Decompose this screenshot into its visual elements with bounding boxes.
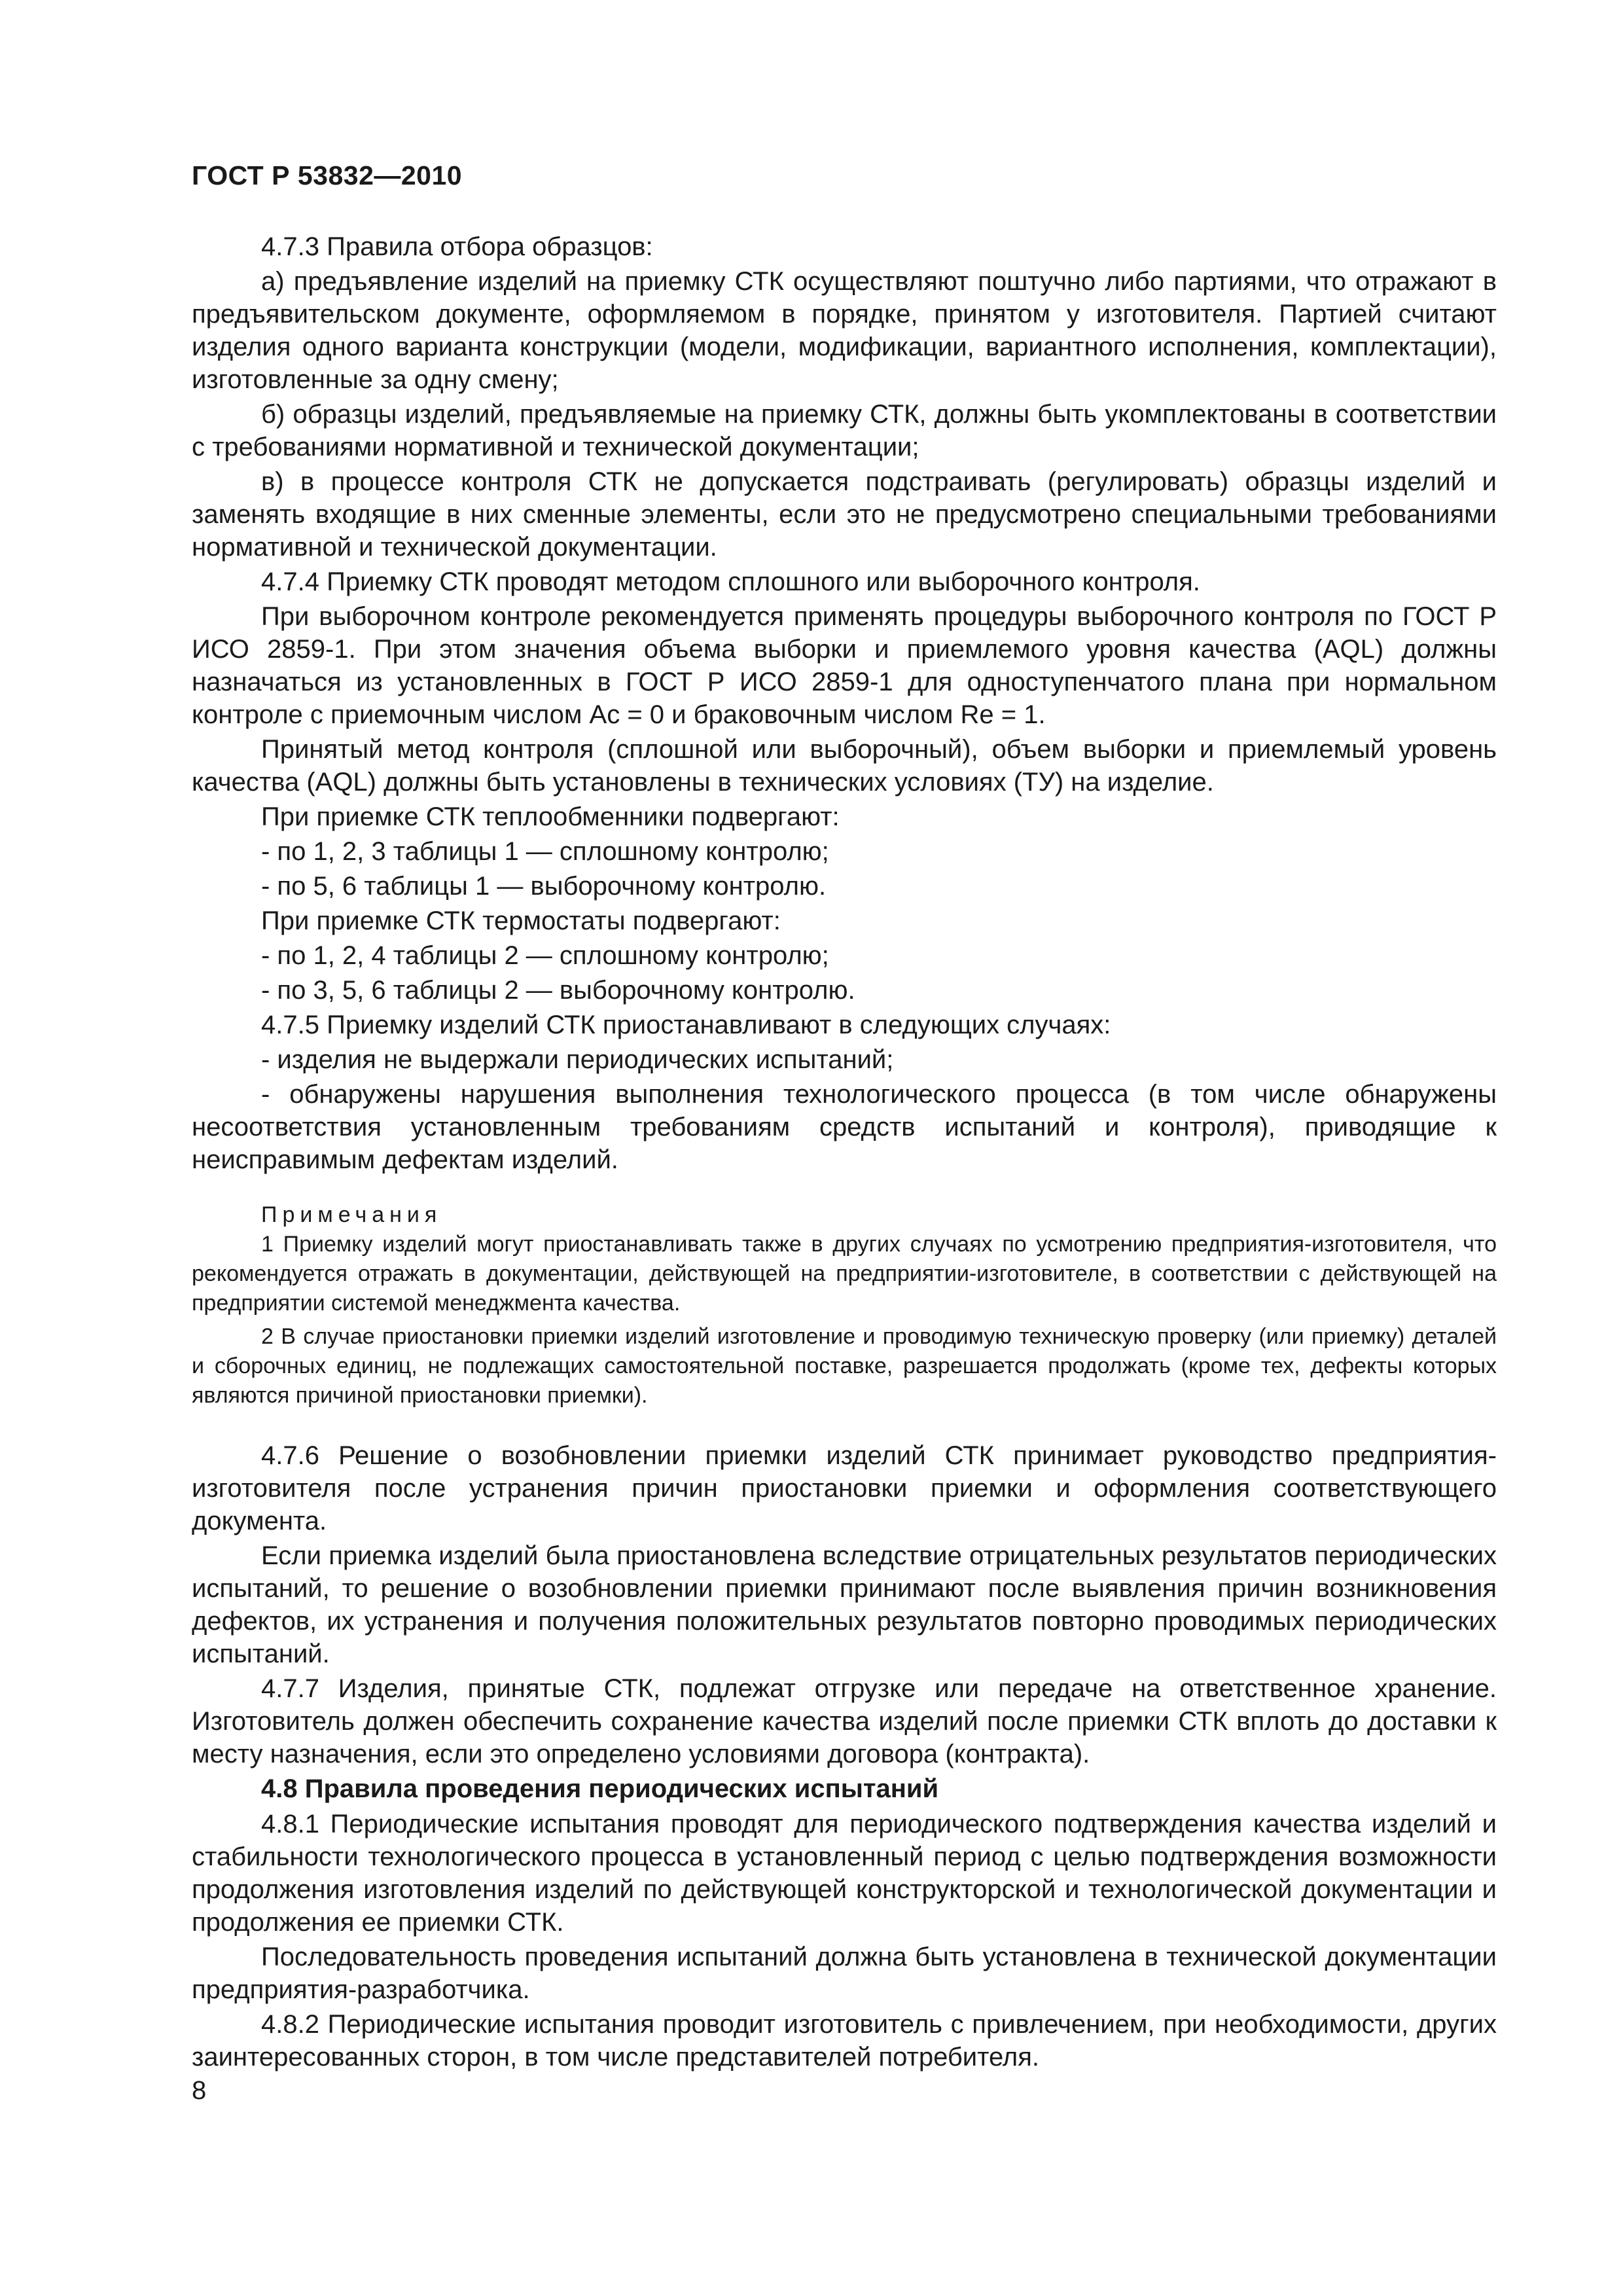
suspension-case-list-item: - изделия не выдержали периодических испытаний; [261, 1045, 894, 1074]
heat-exchangers-list-item: - по 5, 6 таблицы 1 — выборочному контролю. [261, 872, 827, 901]
notes-block [192, 1201, 1497, 1410]
clause-4-7-5-title: 4.7.5 Приемку изделий СТК приостанавливают в следующих случаях: [261, 1011, 1111, 1039]
clause-4-7-6-paragraph-1: 4.7.6 Решение о возобновлении приемки изделий СТК принимает руководство предприятия-изготовителя после устранения причин приостановки приемки и оформления соответствующего документа. [192, 1441, 1497, 1535]
note-1: 1 Приемку изделий могут приостанавливать также в других случаях по усмотрению предприятия-изготовителя, что рекомендуется отражать в документации, действующей на предприятии-изготовителе, в соответствии с действующей на предприятии системой менеджмента качества. [192, 1232, 1497, 1316]
document-body [192, 230, 1497, 2075]
thermostats-list-item: - по 1, 2, 4 таблицы 2 — сплошному контролю; [261, 941, 829, 970]
clause-4-7-6-paragraph-2: Если приемка изделий была приостановлена вследствие отрицательных результатов периодических испытаний, то решение о возобновлении приемки принимают после выявления причин возникновения дефектов, их устранения и получения положительных результатов повторно проводимых периодических испытаний. [192, 1541, 1497, 1668]
clause-4-8-1-paragraph-1: 4.8.1 Периодические испытания проводят для периодического подтверждения качества изделий и стабильности технологического процесса в установленный период с целью подтверждения возможности продолжения изготовления изделий по действующей конструкторской и технологической документации и продолжения ее приемки СТК. [192, 1810, 1497, 1937]
clause-4-7-4-paragraph-1: При выборочном контроле рекомендуется применять процедуры выборочного контроля по ГОСТ Р ИСО 2859-1. При этом значения объема выборки и приемлемого уровня качества (AQL) должны назначаться из установленных в ГОСТ Р ИСО 2859-1 для одноступенчатого плана при нормальном контроле с приемочным числом Ас = 0 и браковочным числом Re = 1. [192, 602, 1497, 729]
page-number: 8 [192, 2076, 207, 2105]
document-code-header: ГОСТ Р 53832—2010 [192, 160, 463, 190]
section-4-8-heading: 4.8 Правила проведения периодических испытаний [261, 1774, 939, 1803]
heat-exchangers-intro: При приемке СТК теплообменники подвергают: [261, 802, 840, 831]
clause-4-7-7: 4.7.7 Изделия, принятые СТК, подлежат отгрузке или передаче на ответственное хранение. Изготовитель должен обеспечить сохранение качества изделий после приемки СТК вплоть до доставки к месту назначения, если это определено условиями договора (контракта). [192, 1674, 1497, 1768]
clause-4-8-2: 4.8.2 Периодические испытания проводит изготовитель с привлечением, при необходимости, других заинтересованных сторон, в том числе представителей потребителя. [192, 2010, 1497, 2072]
heat-exchangers-list-item: - по 1, 2, 3 таблицы 1 — сплошному контролю; [261, 837, 829, 866]
note-2: 2 В случае приостановки приемки изделий изготовление и проводимую техническую проверку (или приемку) деталей и сборочных единиц, не подлежащих самостоятельной поставке, разрешается продолжать (кроме тех, дефекты которых являются причиной приостановки приемки). [192, 1324, 1497, 1408]
thermostats-intro: При приемке СТК термостаты подвергают: [261, 906, 781, 935]
clause-4-8-1-paragraph-2: Последовательность проведения испытаний должна быть установлена в технической документации предприятия-разработчика. [192, 1943, 1497, 2004]
clause-4-7-3-title: 4.7.3 Правила отбора образцов: [261, 232, 653, 261]
clause-4-7-3-item-v: в) в процессе контроля СТК не допускается подстраивать (регулировать) образцы изделий и заменять входящие в них сменные элементы, если это не предусмотрено специальными требованиями нормативной и технической документации. [192, 467, 1497, 562]
suspension-case-list-item: - обнаружены нарушения выполнения технологического процесса (в том числе обнаружены несоответствия установленным требованиям средств испытаний и контроля), приводящие к неисправимым дефектам изделий. [192, 1080, 1497, 1174]
thermostats-list-item: - по 3, 5, 6 таблицы 2 — выборочному контролю. [261, 976, 855, 1005]
clause-4-7-4-title: 4.7.4 Приемку СТК проводят методом сплошного или выборочного контроля. [261, 567, 1200, 596]
clause-4-7-4-paragraph-2: Принятый метод контроля (сплошной или выборочный), объем выборки и приемлемый уровень качества (AQL) должны быть установлены в технических условиях (ТУ) на изделие. [192, 735, 1497, 797]
clause-4-7-3-item-b: б) образцы изделий, предъявляемые на приемку СТК, должны быть укомплектованы в соответствии с требованиями нормативной и технической документации; [192, 400, 1497, 461]
notes-title: Примечания [261, 1202, 442, 1227]
clause-4-7-3-item-a: а) предъявление изделий на приемку СТК осуществляют поштучно либо партиями, что отражают в предъявительском документе, оформляемом в порядке, принятом у изготовителя. Партией считают изделия одного варианта конструкции (модели, модификации, вариантного исполнения, комплектации), изготовленные за одну смену; [192, 267, 1497, 394]
